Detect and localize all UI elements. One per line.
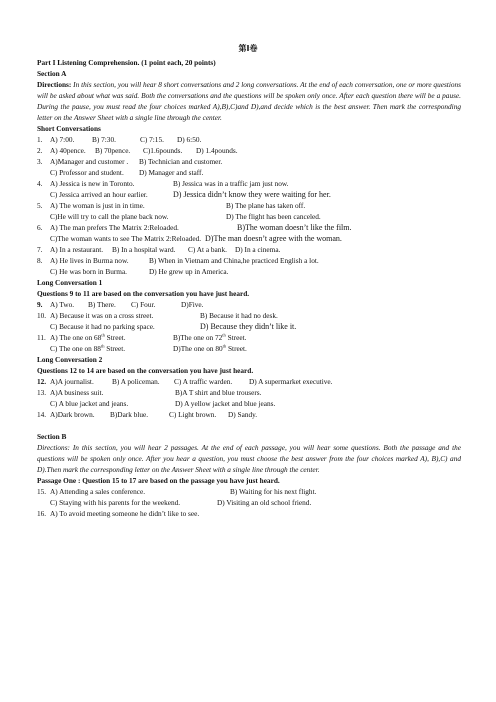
passage-one-heading: Passage One : Question 15 to 17 are based on the passage you have just heard.: [37, 476, 280, 485]
option-c: C) Light brown.: [169, 410, 217, 419]
option-b: B) 70pence.: [95, 146, 131, 155]
question-14: [37, 409, 461, 420]
option-c: C) He was born in Burma.: [50, 267, 128, 276]
option-a: A) Two.: [50, 300, 75, 309]
option-c: C) At a bank.: [188, 245, 227, 254]
option-a: A) The man prefers The Matrix 2:Reloaded.: [50, 223, 179, 232]
option-d: D) He grew up in America.: [149, 267, 229, 276]
question-number: 1.: [37, 135, 43, 144]
option-c: C) Professor and student.: [50, 168, 124, 177]
short-conversations-heading: Short Conversations: [37, 124, 101, 133]
option-a: A) In a restaurant.: [50, 245, 104, 254]
question-number: 2.: [37, 146, 43, 155]
option-d: D) Because they didn’t like it.: [200, 322, 297, 331]
option-d: D) 1.4pounds.: [196, 146, 238, 155]
option-d-text: D)The one on 80: [173, 344, 223, 353]
option-d: D) Manager and staff.: [139, 168, 204, 177]
option-d: D) In a cinema.: [235, 245, 281, 254]
option-d-suffix: th: [222, 343, 227, 349]
long-conversation-1-instruction: Questions 9 to 11 are based on the conversation you have just heard.: [37, 289, 250, 298]
question-6: [37, 222, 461, 233]
content: [37, 57, 461, 519]
option-d-end: Street.: [226, 344, 247, 353]
question-9: [37, 299, 461, 310]
question-3-cont: [37, 167, 461, 178]
option-a: A) Attending a sales conference.: [50, 487, 146, 496]
option-c: C) A blue jacket and jeans.: [50, 399, 129, 408]
option-a: A) Because it was on a cross street.: [50, 311, 154, 320]
option-a: A)A journalist.: [50, 377, 94, 386]
option-b: B) There.: [88, 300, 116, 309]
page-title: 第Ⅰ卷: [238, 44, 258, 53]
option-d: D)Five.: [181, 300, 204, 309]
option-c: C)The woman wants to see The Matrix 2:Reloaded.: [50, 234, 202, 243]
section-b-heading: Section B: [37, 432, 67, 441]
directions-text: In this section, you will hear 2 passages. At the end of each passage, you will hear some questions. Both the passage and the questions will be spoken only once. After you hear a question, you must choose the best answer from the four choices marked A), B),C) and D).Then mark the corresponding letter on the Answer Sheet with a single line through the center.: [37, 443, 461, 474]
directions-label: Directions:: [37, 80, 72, 89]
option-a-end: Street.: [104, 333, 126, 342]
option-b: B) When in Vietnam and China,he practiced English a lot.: [149, 256, 319, 265]
question-number: 14.: [37, 410, 47, 419]
option-c: C) Jessica arrived an hour earlier.: [50, 190, 148, 199]
option-c-suffix: th: [100, 343, 105, 349]
option-c: C) Because it had no parking space.: [50, 322, 155, 331]
question-10: [37, 310, 461, 321]
question-number: 5.: [37, 201, 43, 210]
option-c-text: C) The one on 88: [50, 344, 101, 353]
question-4: [37, 178, 461, 189]
question-2: [37, 145, 461, 156]
question-8-cont: [37, 266, 461, 277]
question-3: [37, 156, 461, 167]
question-number: 11.: [37, 333, 46, 342]
question-number: 12.: [37, 377, 47, 386]
part-heading: Part I Listening Comprehension. (1 point each, 20 points): [37, 58, 216, 67]
question-4-cont: [37, 189, 461, 200]
option-a: A) He lives in Burma now.: [50, 256, 129, 265]
option-c: C) A traffic warden.: [174, 377, 233, 386]
option-a: A) Jessica is new in Toronto.: [50, 179, 135, 188]
question-13: [37, 387, 461, 398]
option-b-text: B)The one on 72: [173, 333, 223, 342]
option-a: A)Dark brown.: [50, 410, 95, 419]
option-c: [50, 343, 173, 354]
option-a: A) The woman is just in in time.: [50, 201, 145, 210]
option-b: B) Waiting for his next flight.: [230, 487, 317, 496]
question-number: 7.: [37, 245, 43, 254]
question-11-cont: [37, 343, 461, 354]
option-d: D) Visiting an old school friend.: [217, 498, 312, 507]
question-number: 9.: [37, 300, 43, 309]
option-d: D) The flight has been canceled.: [226, 212, 321, 221]
question-5-cont: [37, 211, 461, 222]
question-15-cont: [37, 497, 461, 508]
option-d: D) Jessica didn’t know they were waiting for her.: [173, 190, 331, 199]
option-a: A) To avoid meeting someone he didn’t like to see.: [50, 509, 200, 518]
question-11: [37, 332, 461, 343]
option-b: B) Technician and customer.: [139, 157, 223, 166]
question-number: 16.: [37, 509, 47, 518]
option-a: A)A business suit.: [50, 388, 104, 397]
question-number: 13.: [37, 388, 47, 397]
directions-label: Directions:: [37, 443, 70, 452]
long-conversation-1-heading: Long Conversation 1: [37, 278, 103, 287]
question-number: 10.: [37, 311, 47, 320]
option-b: B) 7:30.: [92, 135, 116, 144]
option-c: C) 7:15.: [140, 135, 164, 144]
option-a-text: A) The one on 68: [50, 333, 102, 342]
section-a-directions: [37, 79, 461, 123]
option-d: D) A yellow jacket and blue jeans.: [175, 399, 276, 408]
section-a-heading: Section A: [37, 69, 67, 78]
option-b-suffix: th: [222, 332, 226, 338]
option-d: D) Sandy.: [228, 410, 258, 419]
option-c: C) Four.: [131, 300, 156, 309]
option-d: [173, 343, 247, 354]
option-a-suffix: th: [101, 332, 105, 338]
option-b: [173, 332, 246, 343]
option-b: B) Jessica was in a traffic jam just now.: [173, 179, 289, 188]
directions-text: In this section, you will hear 8 short conversations and 2 long conversations. At the end of each conversation, one or more questions will be asked about what was said. Both the conversations and the questions will be spoken only once. After each question there will be a pause. During the pause, you must read the four choices marked A),B),C)and D),and decide which is the best answer. Then mark the corresponding letter on the Answer Sheet with a single line through the center.: [37, 80, 461, 122]
option-d: D)The man doesn’t agree with the woman.: [205, 234, 342, 243]
question-number: 8.: [37, 256, 43, 265]
question-8: [37, 255, 461, 266]
question-12: [37, 376, 461, 387]
question-16: [37, 508, 461, 519]
option-d: D) 6:50.: [177, 135, 202, 144]
option-a: A)Manager and customer .: [50, 157, 129, 166]
option-d: D) A supermarket executive.: [249, 377, 333, 386]
option-b: B) In a hospital ward.: [112, 245, 176, 254]
section-b-directions: [37, 442, 461, 475]
option-b: B) The plane has taken off.: [226, 201, 306, 210]
question-15: [37, 486, 461, 497]
question-1: [37, 134, 461, 145]
option-b: B)A T shirt and blue trousers.: [175, 388, 262, 397]
option-b: B) A policeman.: [112, 377, 160, 386]
option-b: B) Because it had no desk.: [200, 311, 278, 320]
question-7: [37, 244, 461, 255]
option-c: C)He will try to call the plane back now.: [50, 212, 169, 221]
option-b: B)The woman doesn’t like the film.: [237, 223, 352, 232]
question-13-cont: [37, 398, 461, 409]
option-b: B)Dark blue.: [110, 410, 149, 419]
option-b-end: Street.: [225, 333, 247, 342]
option-a: A) 7:00.: [50, 135, 75, 144]
option-c-end: Street.: [104, 344, 126, 353]
question-6-cont: [37, 233, 461, 244]
option-c: C)1.6pounds.: [143, 146, 183, 155]
spacer: [37, 420, 461, 431]
question-number: 4.: [37, 179, 43, 188]
question-number: 15.: [37, 487, 47, 496]
option-c: C) Staying with his parents for the weekend.: [50, 498, 181, 507]
question-number: 6.: [37, 223, 43, 232]
option-a: A) 40pence.: [50, 146, 86, 155]
long-conversation-2-instruction: Questions 12 to 14 are based on the conversation you have just heard.: [37, 366, 254, 375]
question-10-cont: [37, 321, 461, 332]
question-number: 3.: [37, 157, 43, 166]
question-5: [37, 200, 461, 211]
option-a: [50, 332, 173, 343]
long-conversation-2-heading: Long Conversation 2: [37, 355, 103, 364]
